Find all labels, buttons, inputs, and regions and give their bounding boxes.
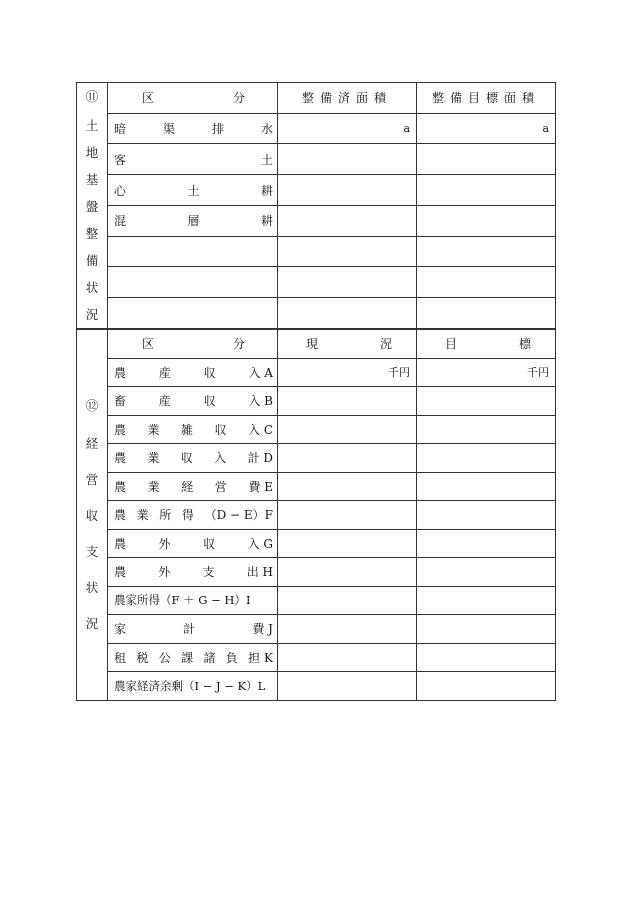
section11-header-category-label-char: 区 [142, 91, 155, 106]
section11-row-label-text [108, 151, 277, 168]
section12-row-label-text-char: 収 [203, 365, 216, 380]
section11-header-category-label [108, 89, 277, 106]
section11-target-input[interactable] [417, 236, 556, 267]
table-row [77, 643, 556, 672]
section11-row-label [108, 267, 278, 298]
section12-header-current-label-char: 況 [379, 337, 392, 352]
section12-label-char: ⑫ [85, 397, 99, 413]
section11-label-char: 盤 [85, 199, 99, 214]
section12-row-label-text-char: 収 [203, 536, 216, 551]
section11-header-target: 整備目標面積 [417, 83, 556, 114]
section12-row-label-text-char: 農家所得（F ＋ G − H）I [114, 593, 251, 608]
section12-row-label [108, 529, 278, 558]
table-row [77, 298, 556, 329]
section12-row-label-text-char: 外 [158, 536, 171, 551]
section12-row-label [108, 615, 278, 644]
section12-row-label [108, 387, 278, 416]
section12-row-label-text-char: 家 [114, 622, 127, 637]
section11-row-label-text-char: 土 [260, 152, 273, 167]
section12-row-label-text-char: 経 [181, 479, 194, 494]
section11-row-label-text [108, 120, 277, 137]
section12-row-label-text-char: 外 [158, 565, 171, 580]
section12-current-input[interactable] [278, 558, 417, 587]
section11-label-char: 地 [85, 145, 99, 160]
section11-completed-input[interactable] [278, 267, 417, 298]
table-row [77, 444, 556, 473]
section12-row-label-text [108, 478, 277, 495]
section11-completed-input[interactable] [278, 236, 417, 267]
section12-header-current-label-char: 現 [306, 337, 319, 352]
section11-label-char: 土 [85, 118, 99, 133]
section12-row-label-text-char: 雑 [181, 422, 194, 437]
section12-row-label [108, 358, 278, 387]
section12-row-label-text-char: 計 [183, 622, 196, 637]
section11-row-label-text [108, 182, 277, 199]
section11-target-input[interactable]: a [417, 113, 556, 144]
section12-row-label [108, 501, 278, 530]
section12-target-input[interactable] [417, 615, 556, 644]
section12-row-label-text-char: 所 [159, 508, 172, 523]
section12-row-label-text-char: 諸 [203, 650, 216, 665]
table-row [77, 672, 556, 701]
section11-label [77, 83, 108, 330]
section12-row-label-text-char: 費 J [252, 622, 273, 637]
form-sheet [76, 82, 556, 701]
section11-row-label-text-char: 土 [187, 183, 200, 198]
section11-row-label [108, 236, 278, 267]
section12-row-label-text [108, 678, 277, 694]
section11-target-input[interactable] [417, 175, 556, 206]
section12-row-label-text-char: 支 [202, 565, 215, 580]
section11-row-label-text [108, 212, 277, 229]
section11-target-input[interactable] [417, 144, 556, 175]
section11-label-char: 状 [85, 280, 99, 295]
section12-target-input[interactable] [417, 558, 556, 587]
table-row [77, 205, 556, 236]
section12-current-input[interactable] [278, 529, 417, 558]
section11-row-label [108, 205, 278, 236]
section12-row-label [108, 472, 278, 501]
section11-row-label [108, 113, 278, 144]
section12-target-input[interactable] [417, 672, 556, 701]
section12-row-label-text-char: 農 [114, 536, 127, 551]
section12-current-input[interactable] [278, 586, 417, 615]
table-row [77, 387, 556, 416]
table-row [77, 113, 556, 144]
section12-current-input[interactable] [278, 615, 417, 644]
section12-label-char: 況 [85, 615, 99, 631]
section11-label-char: 備 [85, 253, 99, 268]
section12-header-row [77, 329, 556, 358]
section12-row-label-text-char: 農 [114, 422, 127, 437]
section12-target-input[interactable] [417, 643, 556, 672]
section12-row-label-text [108, 592, 277, 608]
table-row [77, 558, 556, 587]
section12-row-label [108, 586, 278, 615]
section12-target-input[interactable] [417, 444, 556, 473]
section12-row-label-text-char: 負 [225, 650, 238, 665]
section11-label-char: 況 [85, 307, 99, 322]
section11-label-char: 基 [85, 172, 99, 187]
section12-row-label-text [108, 535, 277, 552]
section12-row-label-text-char: 収 [214, 422, 227, 437]
section12-label-char: 状 [85, 579, 99, 595]
section11-row-label-text-char: 層 [187, 214, 200, 229]
table-row [77, 472, 556, 501]
section11-completed-input[interactable] [278, 175, 417, 206]
table-row [77, 586, 556, 615]
section12-target-input[interactable] [417, 415, 556, 444]
section12-header-category-label-char: 分 [232, 337, 245, 352]
section11-label-text [85, 83, 99, 328]
section12-header-current [278, 329, 417, 358]
section12-row-label-text-char: 入 C [248, 422, 273, 437]
section11-row-label-text-char: 心 [114, 183, 127, 198]
section12-label-char: 営 [85, 471, 99, 487]
section12-row-label-text-char: 出 H [246, 565, 273, 580]
section11-row-label-text-char: 渠 [162, 122, 175, 137]
section11-row-label-text-char: 排 [211, 122, 224, 137]
section12-label-char: 経 [85, 435, 99, 451]
section12-row-label-text-char: 農 [114, 365, 127, 380]
table-row [77, 501, 556, 530]
section12-target-input[interactable] [417, 586, 556, 615]
section12-row-label-text-char: 産 [158, 365, 171, 380]
section12-row-label-text-char: 業 [136, 508, 149, 523]
section12-label-char: 収 [85, 507, 99, 523]
section12-row-label-text-char: 入 [214, 451, 227, 466]
section12-row-label-text-char: 業 [147, 451, 160, 466]
section12-header-target [417, 329, 556, 358]
section11-completed-input[interactable]: a [278, 113, 417, 144]
section11-completed-input[interactable] [278, 144, 417, 175]
section12-current-input[interactable] [278, 444, 417, 473]
section12-row-label-text-char: 畜 [114, 394, 127, 409]
section12-row-label-text [108, 649, 277, 666]
section12-header-category [108, 329, 278, 358]
section12-header-target-label-char: 標 [518, 337, 531, 352]
section11-row-label-text-char: 混 [114, 214, 127, 229]
section11-row-label [108, 144, 278, 175]
section12-row-label-text-char: （D − E）F [204, 508, 273, 523]
section11-header-category [108, 83, 278, 114]
section12-target-input[interactable] [417, 529, 556, 558]
section11-row-label-text-char: 水 [260, 122, 273, 137]
section12-target-input[interactable] [417, 472, 556, 501]
section12-header-target-label-char: 目 [445, 337, 458, 352]
section12-row-label-text-char: 得 [181, 508, 194, 523]
section12-row-label-text [108, 392, 277, 409]
section12-row-label [108, 643, 278, 672]
section11-header-completed: 整備済面積 [278, 83, 417, 114]
table-row [77, 144, 556, 175]
section11-completed-input[interactable] [278, 298, 417, 329]
section12-current-input[interactable] [278, 643, 417, 672]
section12-row-label-text-char: 営 [214, 479, 227, 494]
table-row [77, 529, 556, 558]
section11-row-label-text-char: 暗 [114, 122, 127, 137]
section12-target-input[interactable] [417, 501, 556, 530]
section12-row-label [108, 415, 278, 444]
section12-row-label-text-char: 農 [114, 479, 127, 494]
section12-row-label-text-char: 入 A [248, 365, 273, 380]
section11-row-label-text-char: 客 [114, 152, 127, 167]
section11-target-input[interactable] [417, 298, 556, 329]
table-row [77, 175, 556, 206]
section12-label-char: 支 [85, 543, 99, 559]
section12-target-input[interactable]: 千円 [417, 358, 556, 387]
section12-current-input[interactable] [278, 672, 417, 701]
section12-row-label-text-char: 公 [158, 650, 171, 665]
form-table [76, 82, 556, 701]
section12-header-category-label [108, 335, 277, 352]
table-row [77, 415, 556, 444]
section12-row-label-text-char: 担 K [248, 650, 273, 665]
section12-row-label-text [108, 506, 277, 523]
section11-completed-input[interactable] [278, 205, 417, 236]
section12-header-target-label [417, 335, 555, 352]
section12-row-label-text-char: 費 E [248, 479, 273, 494]
section11-row-label-text-char: 耕 [260, 214, 273, 229]
section12-row-label-text [108, 449, 277, 466]
section12-row-label-text-char: 農 [114, 451, 127, 466]
section11-header-category-label-char: 分 [232, 91, 245, 106]
section12-row-label-text-char: 業 [147, 479, 160, 494]
section12-row-label-text [108, 364, 277, 381]
section12-row-label-text [108, 620, 277, 637]
section12-row-label [108, 444, 278, 473]
section12-row-label-text-char: 入 B [248, 394, 273, 409]
section12-row-label-text [108, 563, 277, 580]
section11-label-char: ⑪ [85, 89, 99, 104]
section12-row-label [108, 672, 278, 701]
section12-current-input[interactable] [278, 501, 417, 530]
section12-row-label-text-char: 税 [136, 650, 149, 665]
section12-header-current-label [278, 335, 416, 352]
section12-current-input[interactable] [278, 472, 417, 501]
section12-row-label-text-char: 産 [158, 394, 171, 409]
table-row [77, 236, 556, 267]
table-row [77, 358, 556, 387]
section11-target-input[interactable] [417, 267, 556, 298]
section12-row-label-text-char: 課 [181, 650, 194, 665]
section12-row-label-text-char: 収 [180, 451, 193, 466]
section11-row-label-text-char: 耕 [260, 183, 273, 198]
section12-current-input[interactable]: 千円 [278, 358, 417, 387]
section12-row-label-text-char: 収 [203, 394, 216, 409]
section11-label-char: 整 [85, 226, 99, 241]
section12-row-label-text-char: 農 [114, 508, 127, 523]
section11-row-label [108, 175, 278, 206]
section11-row-label [108, 298, 278, 329]
section12-header-category-label-char: 区 [142, 337, 155, 352]
section12-target-input[interactable] [417, 387, 556, 416]
section12-row-label-text-char: 租 [114, 650, 127, 665]
section12-label [77, 329, 108, 700]
section11-target-input[interactable] [417, 205, 556, 236]
section12-current-input[interactable] [278, 415, 417, 444]
table-row [77, 267, 556, 298]
section12-row-label-text-char: 入 G [247, 536, 273, 551]
section12-row-label-text [108, 421, 277, 438]
section12-row-label-text-char: 業 [147, 422, 160, 437]
section11-header-row [77, 83, 556, 114]
section12-row-label [108, 558, 278, 587]
section12-current-input[interactable] [278, 387, 417, 416]
section12-label-text [85, 388, 99, 642]
table-row [77, 615, 556, 644]
section12-row-label-text-char: 農家経済余剰（I − J − K）L [114, 678, 266, 693]
section12-row-label-text-char: 計 D [247, 451, 273, 466]
section12-row-label-text-char: 農 [114, 565, 127, 580]
